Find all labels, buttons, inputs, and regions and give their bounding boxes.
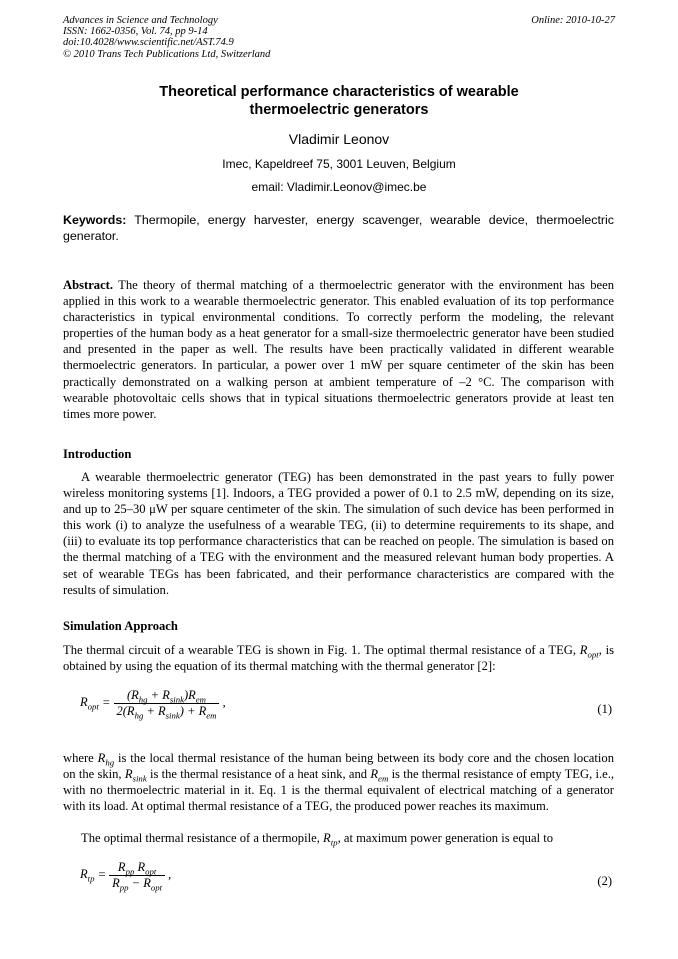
equation-2: $R_{tp}$ = $\frac{R_{pp} R_{opt}}{R_{pp} - R_{opt}}$ , (80, 860, 172, 893)
keywords (63, 213, 614, 244)
author-name: Vladimir Leonov (288, 131, 390, 147)
abstract-label: Abstract. (63, 278, 114, 292)
equation-2-number: (2) (597, 874, 612, 888)
journal-name: Advances in Science and Technology (63, 15, 218, 26)
equation-1: $R_{opt}$ = $\frac{(R_{hg} + R_{sink})R_{em}}{2(R_{hg} + R_{sink}) + R_{em}}$ , (80, 688, 226, 721)
paper-title (63, 83, 615, 119)
issn: ISSN: 1662-0356, Vol. 74, pp 9-14 (63, 26, 208, 38)
intro-paragraph: A wearable thermoelectric generator (TEG) has been demonstrated in the past years to fully power wireless monitoring systems [1]. Indoors, a TEG provided a power of 0.1 to 2.5 mW, depending on its size, and up to 25–30 μW per square centimeter of the skin. The simulation of such device has been performed in this work (i) to analyze the usefulness of a wearable TEG, (ii) to determine requirements to its shape, and (iii) to evaluate its top performance characteristics that can be reached on people. The simulation is based on the thermal matching of a TEG with the environment and the measured relevant human body properties. A set of wearable TEGs has been fabricated, and their performance characteristics are compared with the results of simulation. (63, 470, 614, 597)
copyright: © 2010 Trans Tech Publications Ltd, Switzerland (63, 48, 271, 60)
journal-header (63, 15, 270, 60)
title-line-1: Theoretical performance characteristics of wearable (159, 84, 519, 100)
equation-1-number: (1) (597, 702, 612, 716)
doi: doi:10.4028/www.scientific.net/AST.74.9 (63, 37, 234, 49)
title-line-2: thermoelectric generators (249, 102, 429, 118)
affiliation: Imec, Kapeldreef 75, 3001 Leuven, Belgium (222, 157, 456, 171)
abstract (63, 277, 614, 422)
sim-heading: Simulation Approach (63, 619, 178, 633)
keywords-text: Thermopile, energy harvester, energy scavenger, wearable device, thermoelectric generator. (63, 213, 614, 243)
email: email: Vladimir.Leonov@imec.be (251, 180, 427, 194)
online-date: Online: 2010-10-27 (531, 15, 615, 26)
sim-paragraph-2: where $R_{hg}$ is the local thermal resistance of the human being between its body core and the chosen location on the skin, $R_{sink}$ is the thermal resistance of a heat sink, and $R_{em}$ is the thermal resistance of empty TEG, i.e., with no thermoelectric material in it. Eq. 1 is the thermal equivalent of electrical matching of a generator with its load. At optimal thermal resistance of a TEG, the produced power reaches its maximum. (63, 751, 614, 814)
sim-paragraph-3: The optimal thermal resistance of a thermopile, $R_{tp}$, at maximum power generation is equal to (81, 831, 554, 848)
intro-heading: Introduction (63, 447, 132, 461)
sim-paragraph-1: The thermal circuit of a wearable TEG is shown in Fig. 1. The optimal thermal resistance of a TEG, $R_{opt}$, is obtained by using the equation of its thermal matching with the thermal generator [2]: (63, 643, 614, 674)
abstract-text: The theory of thermal matching of a thermoelectric generator with the environment has been applied in this work to a wearable thermoelectric generator. This enabled evaluation of its top performance characteristics in typical environmental conditions. To correctly perform the modeling, the relevant properties of the human body as a heat generator for a small-size thermoelectric generator have been studied and presented in the paper as well. The results have been practically validated in different wearable thermoelectric generators. In particular, a power over 1 mW per square centimeter of the skin has been practically demonstrated on a walking person at ambient temperature of –2 °C. The comparison with wearable photovoltaic cells shows that in typical situations thermoelectric generators provide at least ten times more power. (63, 278, 614, 421)
keywords-label: Keywords: (63, 213, 127, 227)
